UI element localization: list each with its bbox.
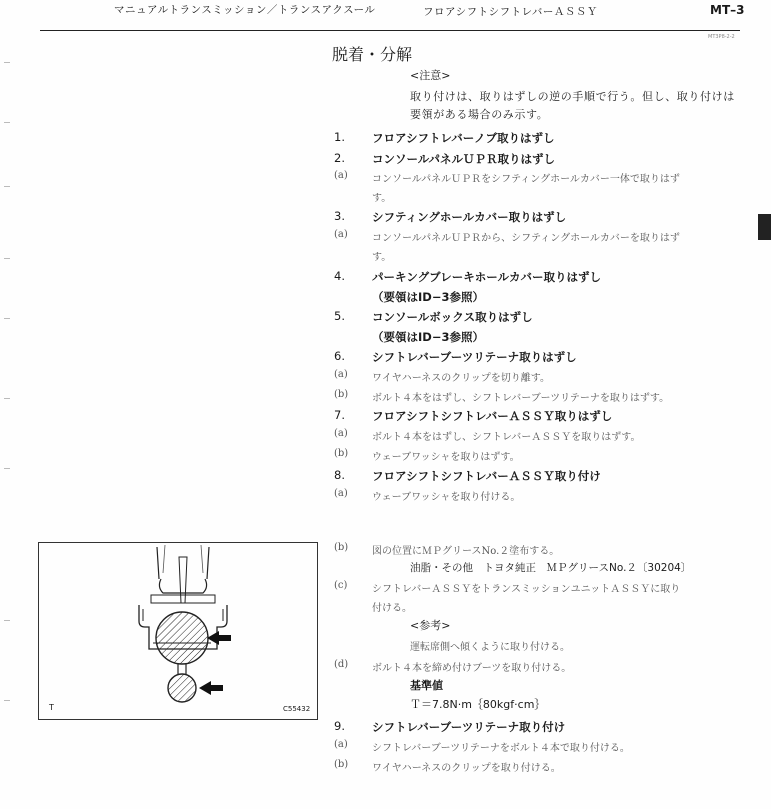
- step-3-title: シフティングホールカバー取りはずし: [372, 210, 567, 224]
- margin-tick: [4, 258, 10, 259]
- step-number: 6.: [334, 349, 345, 363]
- figure-code: C55432: [283, 705, 311, 713]
- sub-label: (a): [334, 170, 348, 181]
- standard-value-label: 基準値: [410, 679, 443, 692]
- sub-label: (a): [334, 428, 348, 439]
- step-8a-text: ウェーブワッシャを取り付ける。: [372, 492, 521, 503]
- margin-tick: [4, 398, 10, 399]
- step-9b-text: ワイヤハーネスのクリップを取り付ける。: [372, 763, 561, 774]
- grease-spec: 油脂・その他 トヨタ純正 ＭＰグリースNo.２〔30204〕: [410, 562, 692, 574]
- page-code: MT–3: [710, 3, 745, 17]
- step-7-title: フロアシフトシフトレバーＡＳＳＹ取りはずし: [372, 409, 613, 423]
- step-8c-line-2: 付ける。: [372, 603, 412, 614]
- margin-tick: [4, 62, 10, 63]
- section-title: 脱着・分解: [332, 45, 413, 64]
- step-5-title: コンソールボックス取りはずし: [372, 310, 533, 324]
- step-9-title: シフトレバーブーツリテーナ取り付け: [372, 720, 566, 734]
- step-1-title: フロアシフトレバーノブ取りはずし: [372, 131, 555, 145]
- figure-corner-label: T: [49, 703, 54, 712]
- step-7b-text: ウェーブワッシャを取りはずす。: [372, 452, 520, 463]
- step-number: 8.: [334, 468, 345, 482]
- margin-tick: [4, 318, 10, 319]
- step-2a-line-1: コンソールパネルＵＰＲをシフティングホールカバー一体で取りはず: [372, 174, 680, 185]
- step-number: 3.: [334, 209, 345, 223]
- margin-tick: [4, 186, 10, 187]
- step-4-title: パーキングブレーキホールカバー取りはずし: [372, 270, 601, 284]
- step-8d-text: ボルト４本を締め付けブーツを取り付ける。: [372, 663, 572, 674]
- header-subtitle: フロアシフトシフトレバーＡＳＳＹ: [423, 6, 598, 18]
- step-6b-text: ボルト４本をはずし、シフトレバーブーツリテーナを取りはずす。: [372, 393, 670, 404]
- sub-label: (a): [334, 739, 348, 750]
- header-title: マニュアルトランスミッション／トランスアクスール: [114, 4, 376, 16]
- step-2a-line-2: す。: [372, 193, 392, 204]
- margin-tick: [4, 620, 10, 621]
- sub-label: (b): [334, 448, 349, 459]
- step-3a-line-1: コンソールパネルＵＰＲから、シフティングホールカバーを取りはず: [372, 233, 680, 244]
- step-6a-text: ワイヤハーネスのクリップを切り離す。: [372, 373, 550, 384]
- sub-label: (a): [334, 488, 348, 499]
- step-number: 1.: [334, 130, 345, 144]
- note-line-1: 取り付けは、取りはずしの逆の手順で行う。但し、取り付けは: [410, 90, 735, 103]
- step-number: 4.: [334, 269, 345, 283]
- sub-label: (b): [334, 759, 349, 770]
- step-9a-text: シフトレバーブーツリテーナをボルト４本で取り付ける。: [372, 743, 630, 754]
- step-4-reference: （要領はID−3参照）: [372, 290, 484, 304]
- step-2-title: コンソールパネルＵＰＲ取りはずし: [372, 152, 555, 166]
- page-stamp: MT3P8-2-2: [708, 34, 735, 40]
- step-number: 7.: [334, 408, 345, 422]
- reference-label: <参考>: [410, 619, 451, 632]
- step-number: 9.: [334, 719, 345, 733]
- header-rule: [40, 30, 740, 31]
- step-5-reference: （要領はID−3参照）: [372, 330, 484, 344]
- sub-label: (b): [334, 542, 349, 553]
- figure-box: [38, 542, 318, 720]
- step-8b-text: 図の位置にＭＰグリースNo.２塗布する。: [372, 546, 560, 557]
- sub-label: (d): [334, 659, 349, 670]
- sub-label: (a): [334, 229, 348, 240]
- shift-lever-illustration: [39, 543, 317, 719]
- standard-value: Ｔ＝7.8N·m｛80kgf·cm｝: [410, 698, 546, 711]
- step-number: 2.: [334, 151, 345, 165]
- sub-label: (c): [334, 580, 348, 591]
- step-8c-line-1: シフトレバーＡＳＳＹをトランスミッションユニットＡＳＳＹに取り: [372, 584, 681, 595]
- step-number: 5.: [334, 309, 345, 323]
- step-7a-text: ボルト４本をはずし、シフトレバーＡＳＳＹを取りはずす。: [372, 432, 641, 443]
- section-tab: [758, 214, 771, 240]
- margin-tick: [4, 700, 10, 701]
- step-6-title: シフトレバーブーツリテーナ取りはずし: [372, 350, 577, 364]
- note-label: <注意>: [410, 69, 451, 82]
- reference-text: 運転席側へ傾くように取り付ける。: [410, 642, 570, 653]
- margin-tick: [4, 122, 10, 123]
- margin-tick: [4, 468, 10, 469]
- sub-label: (b): [334, 389, 349, 400]
- note-line-2: 要領がある場合のみ示す。: [410, 108, 549, 121]
- step-8-title: フロアシフトシフトレバーＡＳＳＹ取り付け: [372, 469, 601, 483]
- sub-label: (a): [334, 369, 348, 380]
- step-3a-line-2: す。: [372, 252, 392, 263]
